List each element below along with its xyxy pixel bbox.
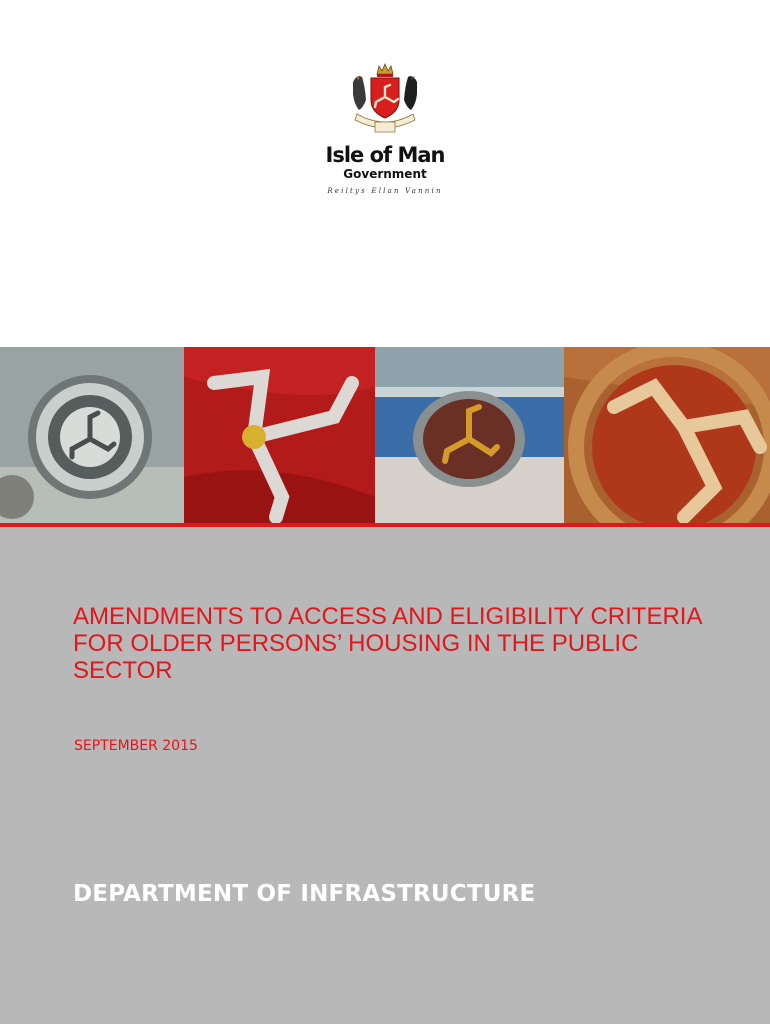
coat-of-arms-icon bbox=[335, 60, 435, 140]
photo-banner bbox=[0, 347, 770, 523]
brand-tagline: Reiltys Ellan Vannin bbox=[327, 187, 443, 195]
wood-carving-emblem-photo bbox=[564, 347, 770, 523]
station-emblem-photo bbox=[375, 347, 564, 523]
government-logo bbox=[0, 60, 770, 195]
cover-background bbox=[0, 527, 770, 1024]
document-title: AMENDMENTS TO ACCESS AND ELIGIBILITY CRITERIA FOR OLDER PERSONS’ HOUSING IN THE PUBLIC SECTOR bbox=[73, 603, 702, 684]
department-name: DEPARTMENT OF INFRASTRUCTURE bbox=[73, 881, 536, 907]
brand-name: Isle of Man bbox=[325, 143, 445, 167]
flag-emblem-photo bbox=[184, 347, 375, 523]
document-date: SEPTEMBER 2015 bbox=[74, 738, 198, 754]
coin-emblem-photo bbox=[0, 347, 184, 523]
brand-subtitle: Government bbox=[343, 167, 427, 181]
